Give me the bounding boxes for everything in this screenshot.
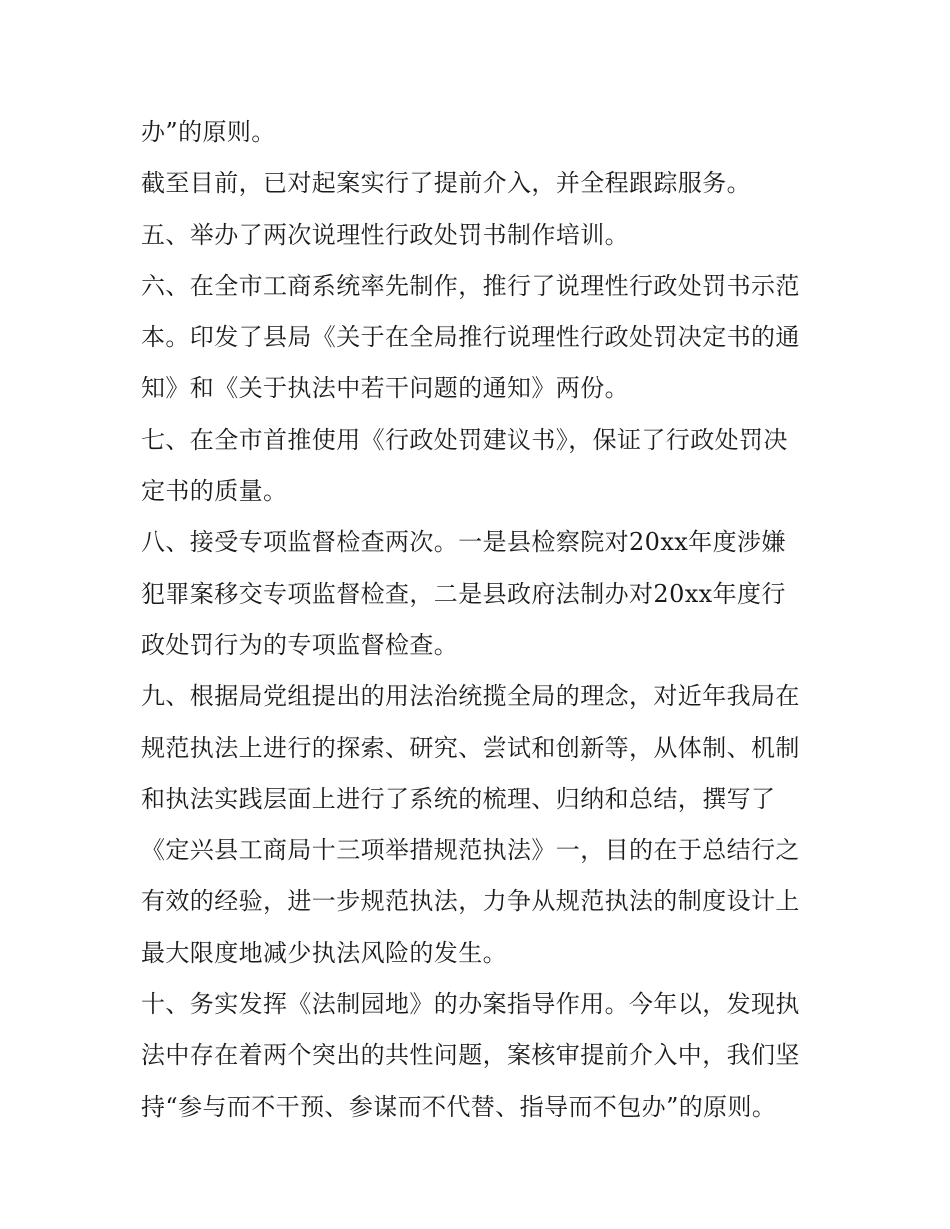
text-line: 《定兴县工商局十三项举措规范执法》一，目的在于总结行之: [141, 836, 800, 865]
text-line: 政处罚行为的专项监督检查。: [141, 630, 459, 659]
text-line: 九、根据局党组提出的用法治统揽全局的理念，对近年我局在: [141, 682, 800, 711]
text-line: 截至目前，已对起案实行了提前介入，并全程跟踪服务。: [141, 169, 751, 198]
text-line: 最大限度地减少执法风险的发生。: [141, 938, 507, 967]
text-line: 持“参与而不干预、参谋而不代替、指导而不包办”的原则。: [141, 1092, 777, 1121]
text-line: 七、在全市首推使用《行政处罚建议书》，保证了行政处罚决: [141, 425, 788, 454]
text-line: 六、在全市工商系统率先制作，推行了说理性行政处罚书示范: [141, 271, 800, 300]
text-line: 规范执法上进行的探索、研究、尝试和创新等，从体制、机制: [141, 733, 800, 762]
text-line: 知》和《关于执法中若干问题的通知》两份。: [141, 374, 629, 403]
text-line: 本。印发了县局《关于在全局推行说理性行政处罚决定书的通: [141, 323, 800, 352]
text-line: 法中存在着两个突出的共性问题，案核审提前介入中，我们坚: [141, 1041, 800, 1070]
text-line: 办”的原则。: [141, 118, 276, 146]
text-line: 十、务实发挥《法制园地》的办案指导作用。今年以，发现执: [141, 990, 800, 1019]
text-line: 定书的质量。: [141, 477, 288, 506]
text-line: 五、举办了两次说理性行政处罚书制作培训。: [141, 220, 629, 249]
text-line: 犯罪案移交专项监督检查，二是县政府法制办对20xx年度行: [141, 579, 786, 608]
text-line: 有效的经验，进一步规范执法，力争从规范执法的制度设计上: [141, 887, 800, 916]
document-body: [141, 107, 821, 1133]
text-line: 八、接受专项监督检查两次。一是县检察院对20xx年度涉嫌: [141, 528, 786, 557]
text-line: 和执法实践层面上进行了系统的梳理、归纳和总结，撰写了: [141, 784, 776, 813]
